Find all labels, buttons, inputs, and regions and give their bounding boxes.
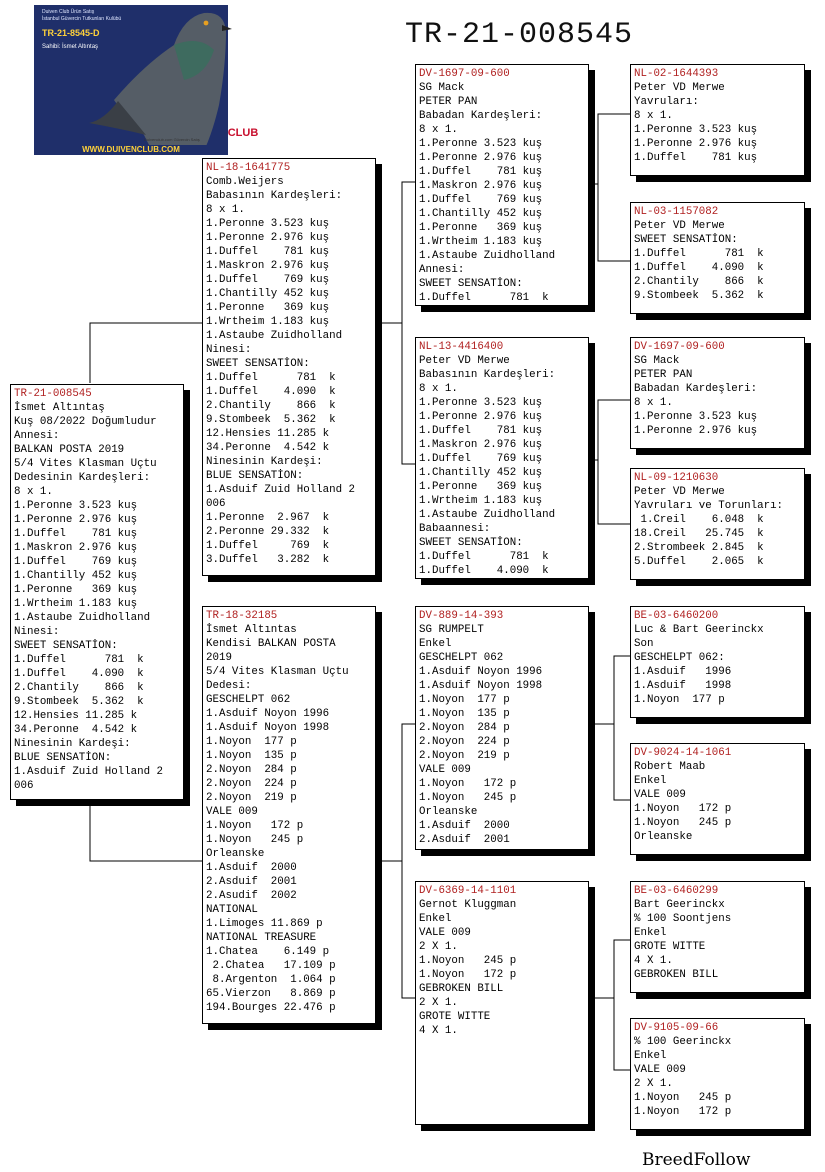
ring-number: BE-03-6460200 (634, 610, 719, 622)
pedigree-line: % 100 Soontjens (634, 913, 732, 925)
pedigree-line: 1.Duffel 769 kuş (419, 194, 543, 206)
pedigree-line: 1.Noyon 135 p (206, 750, 297, 762)
pedigree-line: 1.Chantilly 452 kuş (206, 288, 330, 300)
box-sire (202, 158, 376, 576)
pedigree-line: 1.Peronne 3.523 kuş (206, 218, 330, 230)
pedigree-line: 1.Duffel 781 kuş (419, 166, 543, 178)
pedigree-line: 1.Peronne 3.523 kuş (634, 124, 758, 136)
box-sire-sire (415, 64, 589, 306)
pedigree-line: 1.Duffel 4.090 k (14, 668, 144, 680)
pedigree-line: 3.Duffel 3.282 k (206, 554, 330, 566)
pedigree-line: 1.Maskron 2.976 kuş (419, 180, 543, 192)
pedigree-line: 1.Noyon 177 p (634, 694, 725, 706)
pedigree-line: 9.Stombeek 5.362 k (14, 696, 144, 708)
pedigree-line: 9.Stombeek 5.362 k (634, 290, 764, 302)
pedigree-line: Enkel (634, 927, 667, 939)
box-dam-sire-sire (630, 606, 805, 718)
pedigree-line: 1.Peronne 369 kuş (419, 481, 543, 493)
pedigree-line: % 100 Geerinckx (634, 1036, 732, 1048)
pedigree-line: 1.Peronne 3.523 kuş (14, 500, 138, 512)
pedigree-line: Enkel (419, 638, 452, 650)
ring-number: DV-1697-09-600 (634, 341, 725, 353)
pedigree-line: 1.Noyon 177 p (206, 736, 297, 748)
banner-owner: Sahibi: İsmet Altıntaş (42, 44, 99, 50)
pedigree-line: 1.Asduif Noyon 1998 (419, 680, 543, 692)
pedigree-line: VALE 009 (634, 789, 686, 801)
box-dam-dam (415, 881, 589, 1125)
pedigree-line: Comb.Weijers (206, 176, 284, 188)
pedigree-line: 1.Noyon 135 p (419, 708, 510, 720)
box-sire-dam (415, 337, 589, 579)
pedigree-line: İsmet Altıntaş (14, 402, 105, 414)
pedigree-line: 1.Peronne 3.523 kuş (419, 138, 543, 150)
pedigree-line: Orleanske (634, 831, 693, 843)
pedigree-line: 1.Noyon 245 p (634, 817, 732, 829)
pedigree-line: Orleanske (206, 848, 265, 860)
banner-url: WWW.DUIVENCLUB.COM (34, 145, 228, 155)
pedigree-line: 1.Limoges 11.869 p (206, 918, 323, 930)
pedigree-line: 34.Peronne 4.542 k (14, 724, 138, 736)
pedigree-line: 1.Duffel 781 k (419, 292, 549, 304)
ring-number: DV-9024-14-1061 (634, 747, 732, 759)
box-sire-sire-sire (630, 64, 805, 176)
pedigree-line: NATIONAL TREASURE (206, 932, 317, 944)
club-logo: CLUB (227, 127, 259, 139)
box-dam-sire-dam (630, 743, 805, 855)
ring-number: BE-03-6460299 (634, 885, 719, 897)
pedigree-line: Kendisi BALKAN POSTA (206, 638, 336, 650)
pedigree-line: 194.Bourges 22.476 p (206, 1002, 336, 1014)
pedigree-line: 1.Asduif 1996 (634, 666, 732, 678)
pedigree-line: 2.Asduif 2001 (419, 834, 510, 846)
pedigree-line: 8 x 1. (634, 397, 673, 409)
footer-brand: BreedFollow (642, 1150, 751, 1170)
box-subject (10, 384, 184, 800)
pedigree-line: 8 x 1. (419, 383, 458, 395)
pedigree-line: 1.Peronne 3.523 kuş (634, 411, 758, 423)
pedigree-line: 34.Peronne 4.542 k (206, 442, 330, 454)
pedigree-line: 4 X 1. (634, 955, 673, 967)
pedigree-line: 9.Stombeek 5.362 k (206, 414, 336, 426)
pedigree-line: GESCHELPT 062 (419, 652, 504, 664)
ring-number: NL-02-1644393 (634, 68, 719, 80)
pedigree-line: 8.Argenton 1.064 p (206, 974, 336, 986)
pedigree-line: Peter VD Merwe (419, 355, 510, 367)
pedigree-line: VALE 009 (419, 927, 471, 939)
pedigree-line: 2.Noyon 284 p (419, 722, 510, 734)
pedigree-line: 1.Noyon 245 p (206, 834, 304, 846)
pedigree-line: 1.Noyon 245 p (634, 1092, 732, 1104)
pedigree-line: VALE 009 (206, 806, 258, 818)
pedigree-line: 2.Peronne 29.332 k (206, 526, 330, 538)
pedigree-line: Annesi: (419, 264, 465, 276)
pedigree-line: Ninesinin Kardeşi: (14, 738, 131, 750)
pedigree-line: 8 x 1. (419, 124, 458, 136)
pedigree-line: GESCHELPT 062: (634, 652, 725, 664)
pedigree-line: GROTE WITTE (419, 1011, 491, 1023)
pigeon-photo-banner (34, 5, 259, 155)
pedigree-line: 2.Asudif 2002 (206, 890, 297, 902)
pedigree-line: 1.Peronne 2.976 kuş (14, 514, 138, 526)
pedigree-line: 1.Noyon 172 p (634, 1106, 732, 1118)
pedigree-line: 1.Asduif 1998 (634, 680, 732, 692)
pedigree-line: NATIONAL (206, 904, 258, 916)
pedigree-line: 8 x 1. (634, 110, 673, 122)
ring-number: NL-18-1641775 (206, 162, 291, 174)
pedigree-line: Kuş 08/2022 Doğumludur (14, 416, 157, 428)
pedigree-line: 1.Peronne 2.976 kuş (419, 411, 543, 423)
pedigree-line: 1.Asduif Noyon 1996 (419, 666, 543, 678)
pedigree-line: Babadan Kardeşleri: (419, 110, 543, 122)
pedigree-line: 1.Duffel 769 k (206, 540, 330, 552)
pedigree-line: 1.Peronne 2.976 kuş (634, 138, 758, 150)
pedigree-line: 1.Noyon 172 p (206, 820, 304, 832)
pedigree-line: 1.Wrtheim 1.183 kuş (419, 236, 543, 248)
pedigree-line: 1.Noyon 177 p (419, 694, 510, 706)
pedigree-line: PETER PAN (634, 369, 693, 381)
pedigree-line: 8 x 1. (206, 204, 245, 216)
pedigree-line: 1.Duffel 781 k (14, 654, 144, 666)
pedigree-line: 1.Maskron 2.976 kuş (419, 439, 543, 451)
pedigree-line: 1.Asduif Noyon 1996 (206, 708, 330, 720)
pedigree-line: Peter VD Merwe (634, 486, 725, 498)
pedigree-line: 006 (14, 780, 34, 792)
pedigree-line: 2.Strombeek 2.845 k (634, 542, 764, 554)
pedigree-line: 2 X 1. (419, 941, 458, 953)
pedigree-line: 006 (206, 498, 226, 510)
ring-number: DV-889-14-393 (419, 610, 504, 622)
pedigree-line: 1.Duffel 781 kuş (419, 425, 543, 437)
pedigree-line: Babadan Kardeşleri: (634, 383, 758, 395)
box-dam-sire (415, 606, 589, 850)
pedigree-line: 1.Peronne 2.967 k (206, 512, 330, 524)
pedigree-line: 1.Duffel 769 kuş (206, 274, 330, 286)
ring-number: NL-13-4416400 (419, 341, 504, 353)
pedigree-line: Enkel (634, 1050, 667, 1062)
ring-number: TR-21-008545 (14, 388, 92, 400)
pedigree-line: Peter VD Merwe (634, 220, 725, 232)
pedigree-line: Dedesinin Kardeşleri: (14, 472, 151, 484)
pedigree-line: 1.Noyon 172 p (634, 803, 732, 815)
pedigree-line: 1.Wrtheim 1.183 kuş (14, 598, 138, 610)
box-sire-sire-dam (630, 202, 805, 314)
pedigree-line: 1.Astaube Zuidholland (419, 250, 556, 262)
pedigree-line: 5/4 Vites Klasman Uçtu (206, 666, 349, 678)
box-dam-dam-sire (630, 881, 805, 993)
pedigree-line: 1.Duffel 4.090 k (419, 565, 549, 577)
pedigree-line: 1.Asduif Noyon 1998 (206, 722, 330, 734)
pedigree-line: 1.Noyon 245 p (419, 955, 517, 967)
pedigree-line: 12.Hensies 11.285 k (206, 428, 330, 440)
pedigree-line: 1.Noyon 245 p (419, 792, 517, 804)
pedigree-line: GEBROKEN BILL (634, 969, 719, 981)
pedigree-line: 2.Noyon 224 p (419, 736, 510, 748)
box-dam-dam-dam (630, 1018, 805, 1130)
pedigree-line: BLUE SENSATİON: (206, 470, 304, 482)
box-dam (202, 606, 376, 1024)
pedigree-line: 1.Asduif Zuid Holland 2 (206, 484, 356, 496)
pedigree-line: BALKAN POSTA 2019 (14, 444, 125, 456)
pedigree-line: GEBROKEN BILL (419, 983, 504, 995)
pedigree-line: 1.Duffel 781 k (634, 248, 764, 260)
pedigree-line: GROTE WITTE (634, 941, 706, 953)
pedigree-line: 4 X 1. (419, 1025, 458, 1037)
pedigree-line: 1.Astaube Zuidholland (206, 330, 343, 342)
pedigree-line: 2.Noyon 284 p (206, 764, 297, 776)
pedigree-line: Bart Geerinckx (634, 899, 725, 911)
pedigree-line: Babasının Kardeşleri: (419, 369, 556, 381)
banner-ring-number: TR-21-8545-D (42, 28, 100, 38)
pedigree-line: 1.Peronne 3.523 kuş (419, 397, 543, 409)
pedigree-line: Ninesi: (14, 626, 60, 638)
pedigree-line: 2.Noyon 219 p (206, 792, 297, 804)
pedigree-line: SWEET SENSATİON: (419, 278, 523, 290)
banner-header-lines: Duiven Club Ürün Satış İstanbul Güvercin Tutkunları Kulübü (42, 9, 122, 22)
pedigree-line: Annesi: (14, 430, 60, 442)
pedigree-line: Luc & Bart Geerinckx (634, 624, 764, 636)
pedigree-line: 1.Chatea 6.149 p (206, 946, 330, 958)
pedigree-line: 1.Maskron 2.976 kuş (206, 260, 330, 272)
pedigree-line: 2.Chantily 866 k (634, 276, 764, 288)
pedigree-line: GESCHELPT 062 (206, 694, 291, 706)
pedigree-line: Enkel (419, 913, 452, 925)
pedigree-line: Ninesi: (206, 344, 252, 356)
pedigree-line: 1.Noyon 172 p (419, 778, 517, 790)
pedigree-line: 1.Duffel 781 kuş (634, 152, 758, 164)
page-title: TR-21-008545 (405, 18, 634, 52)
pigeon-image (34, 5, 228, 155)
pedigree-line: 2.Chantily 866 k (14, 682, 144, 694)
pedigree-line: 1.Wrtheim 1.183 kuş (206, 316, 330, 328)
pedigree-line: 1.Duffel 4.090 k (206, 386, 336, 398)
banner-tagline: Duivenclub.com Güvercin Satış (144, 137, 200, 142)
pedigree-line: 1.Duffel 781 k (419, 551, 549, 563)
pedigree-line: 1.Noyon 172 p (419, 969, 517, 981)
pedigree-line: 1.Chantilly 452 kuş (419, 467, 543, 479)
pedigree-line: SWEET SENSATİON: (14, 640, 118, 652)
pedigree-line: 2.Noyon 224 p (206, 778, 297, 790)
pedigree-line: SWEET SENSATİON: (419, 537, 523, 549)
pedigree-line: SG Mack (634, 355, 680, 367)
pedigree-line: 5.Duffel 2.065 k (634, 556, 764, 568)
pedigree-line: Peter VD Merwe (634, 82, 725, 94)
ring-number: DV-1697-09-600 (419, 68, 510, 80)
ring-number: TR-18-32185 (206, 610, 278, 622)
pedigree-line: Orleanske (419, 806, 478, 818)
pedigree-line: 1.Peronne 369 kuş (206, 302, 330, 314)
ring-number: DV-6369-14-1101 (419, 885, 517, 897)
pedigree-line: SWEET SENSATİON: (206, 358, 310, 370)
pedigree-line: 2 X 1. (419, 997, 458, 1009)
pedigree-line: 1.Asduif 2000 (419, 820, 510, 832)
pedigree-line: 2.Chatea 17.109 p (206, 960, 336, 972)
pedigree-line: Yavruları: (634, 96, 699, 108)
pedigree-line: 1.Duffel 781 kuş (14, 528, 138, 540)
ring-number: NL-09-1210630 (634, 472, 719, 484)
pedigree-line: PETER PAN (419, 96, 478, 108)
ring-number: DV-9105-09-66 (634, 1022, 719, 1034)
pedigree-line: 1.Creil 6.048 k (634, 514, 764, 526)
pedigree-line: SG Mack (419, 82, 465, 94)
pedigree-line: 1.Peronne 369 kuş (419, 222, 543, 234)
pedigree-line: 1.Duffel 4.090 k (634, 262, 764, 274)
pedigree-line: Babaannesi: (419, 523, 491, 535)
pedigree-line: Yavruları ve Torunları: (634, 500, 784, 512)
pedigree-line: 12.Hensies 11.285 k (14, 710, 138, 722)
pedigree-line: 65.Vierzon 8.869 p (206, 988, 336, 1000)
pedigree-line: SWEET SENSATİON: (634, 234, 738, 246)
pedigree-line: Babasının Kardeşleri: (206, 190, 343, 202)
pedigree-line: 1.Astaube Zuidholland (419, 509, 556, 521)
pedigree-line: 5/4 Vites Klasman Uçtu (14, 458, 157, 470)
pedigree-line: 2.Asduif 2001 (206, 876, 297, 888)
pedigree-line: 2.Noyon 219 p (419, 750, 510, 762)
pedigree-line: Ninesinin Kardeşi: (206, 456, 323, 468)
pedigree-line: 1.Duffel 769 kuş (419, 453, 543, 465)
pedigree-line: 1.Peronne 2.976 kuş (206, 232, 330, 244)
pedigree-line: 1.Chantilly 452 kuş (14, 570, 138, 582)
pedigree-line: Enkel (634, 775, 667, 787)
pedigree-line: 2.Chantily 866 k (206, 400, 336, 412)
pedigree-line: 1.Asduif 2000 (206, 862, 297, 874)
pedigree-line: VALE 009 (419, 764, 471, 776)
pedigree-line: İsmet Altıntas (206, 624, 297, 636)
pedigree-line: BLUE SENSATİON: (14, 752, 112, 764)
pedigree-line: VALE 009 (634, 1064, 686, 1076)
pedigree-line: 1.Duffel 769 kuş (14, 556, 138, 568)
pedigree-line: 1.Chantilly 452 kuş (419, 208, 543, 220)
pedigree-line: Dedesi: (206, 680, 252, 692)
pedigree-line: 1.Asduif Zuid Holland 2 (14, 766, 164, 778)
pedigree-line: 1.Peronne 2.976 kuş (634, 425, 758, 437)
pedigree-line: 2 X 1. (634, 1078, 673, 1090)
box-sire-dam-sire (630, 337, 805, 449)
pedigree-line: 1.Peronne 2.976 kuş (419, 152, 543, 164)
pedigree-line: SG RUMPELT (419, 624, 484, 636)
pedigree-line: 1.Peronne 369 kuş (14, 584, 138, 596)
pedigree-line: 8 x 1. (14, 486, 53, 498)
box-sire-dam-dam (630, 468, 805, 580)
pedigree-line: 1.Duffel 781 k (206, 372, 336, 384)
pedigree-line: Robert Maab (634, 761, 706, 773)
pedigree-line: 1.Wrtheim 1.183 kuş (419, 495, 543, 507)
pedigree-line: 18.Creil 25.745 k (634, 528, 764, 540)
ring-number: NL-03-1157082 (634, 206, 719, 218)
pedigree-line: Son (634, 638, 654, 650)
pedigree-line: 1.Astaube Zuidholland (14, 612, 151, 624)
pedigree-line: 1.Duffel 781 kuş (206, 246, 330, 258)
pedigree-line: 2019 (206, 652, 232, 664)
pedigree-line: Gernot Kluggman (419, 899, 517, 911)
pedigree-line: 1.Maskron 2.976 kuş (14, 542, 138, 554)
